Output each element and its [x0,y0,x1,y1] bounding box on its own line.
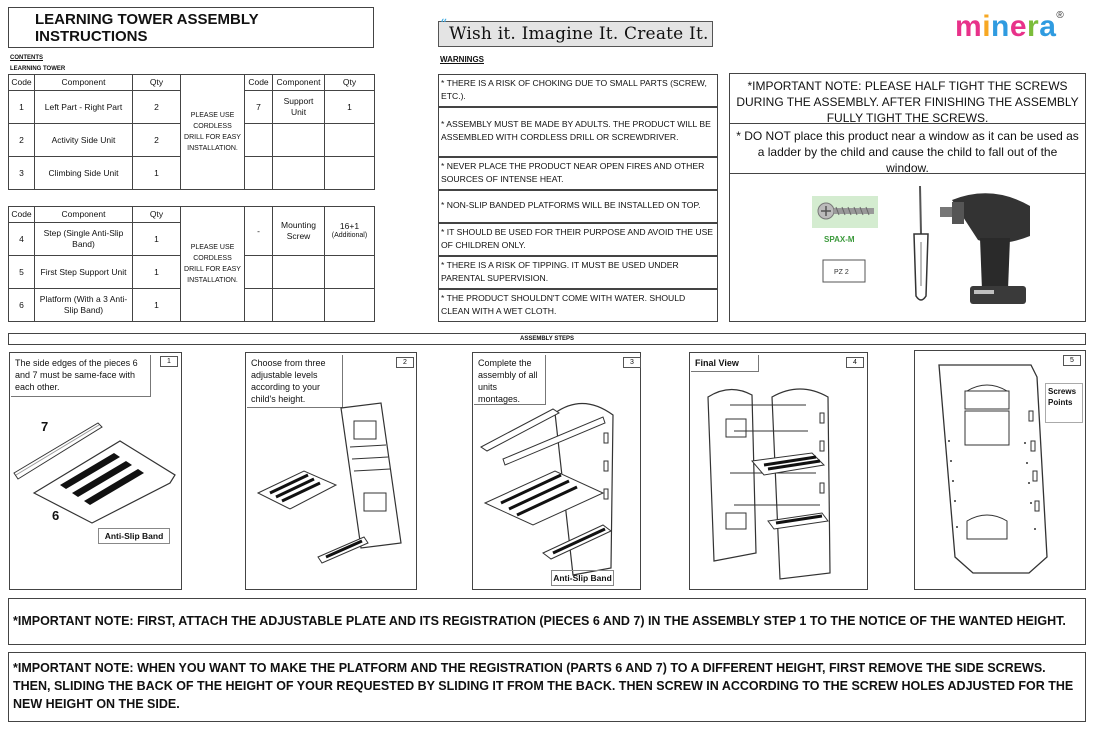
header-qty-right: Qty [325,75,375,91]
step-number: 5 [1063,355,1081,366]
step-panel-2 [245,352,417,590]
row-component: Platform (With a 3 Anti-Slip Band) [35,289,133,322]
warning-item: * THERE IS A RISK OF TIPPING. IT MUST BE USED UNDER PARENTAL SUPERVISION. [438,256,718,289]
warning-item: * NEVER PLACE THE PRODUCT NEAR OPEN FIRES AND OTHER SOURCES OF INTENSE HEAT. [438,157,718,190]
step-number: 4 [846,357,864,368]
header-code: Code [9,75,35,91]
step-panel-1 [9,352,182,590]
warnings-title: WARNINGS [440,55,484,64]
header-code: Code [9,207,35,223]
row-qty: 1 [133,256,181,289]
row-code: 4 [9,223,35,256]
important-note-step1: *IMPORTANT NOTE: FIRST, ATTACH THE ADJUSTABLE PLATE AND ITS REGISTRATION (PIECES 6 AND 7) IN THE ASSEMBLY STEP 1 TO THE NOTICE OF THE WANTED HEIGHT. [8,598,1086,645]
step-number: 3 [623,357,641,368]
row-component: Left Part - Right Part [35,91,133,124]
step1-diagram [10,353,183,591]
row-code-right: - [245,207,273,256]
drill-note: PLEASE USE CORDLESS DRILL FOR EASY INSTALLATION. [181,75,245,190]
drill-note: PLEASE USE CORDLESS DRILL FOR EASY INSTALLATION. [181,207,245,322]
row-component: Climbing Side Unit [35,157,133,190]
components-table-2 [8,206,375,322]
logo-letter: n [991,10,1010,43]
slogan-text: Wish it. Imagine It. Create It. [449,24,709,44]
row-qty: 2 [133,91,181,124]
registered-mark: ® [1056,10,1065,21]
step-text: Complete the assembly of all units montages. [474,355,546,405]
warning-item: * ASSEMBLY MUST BE MADE BY ADULTS. THE PRODUCT WILL BE ASSEMBLED WITH CORDLESS DRILL OR SCREWDRIVER. [438,107,718,157]
row-qty: 1 [133,289,181,322]
important-note-window: * DO NOT place this product near a window as it can be used as a ladder by the child and cause the child to fall out of the window. [730,124,1085,174]
step-text: The side edges of the pieces 6 and 7 must be same-face with each other. [11,355,151,397]
slogan-banner [438,17,713,47]
logo-letter: e [1009,10,1028,43]
cordless-drill-icon [940,193,1030,304]
row-qty-right: 1 [325,91,375,124]
row-code: 6 [9,289,35,322]
logo-letter: a [1039,10,1057,43]
step-text: Choose from three adjustable levels according to your child's height. [247,355,343,408]
step-panel-3 [472,352,641,590]
header-component: Component [35,207,133,223]
header-qty: Qty [133,75,181,91]
contents-label: CONTENTS [10,55,43,61]
screw-icon [812,196,878,228]
row-component: Activity Side Unit [35,124,133,157]
step-text: Final View [691,355,759,372]
warning-item: * NON-SLIP BANDED PLATFORMS WILL BE INSTALLED ON TOP. [438,190,718,223]
step-number: 1 [160,356,178,367]
part-label-6: 6 [52,508,60,523]
header-component-right: Component [273,75,325,91]
quote-mark: “ [440,17,448,33]
row-code: 1 [9,91,35,124]
assembly-steps-bar [8,333,1086,345]
important-note-tighten: *IMPORTANT NOTE: PLEASE HALF TIGHT THE SCREWS DURING THE ASSEMBLY. AFTER FINISHING THE ASSEMBLY FULLY TIGHT THE SCREWS. [730,74,1085,124]
document-title: LEARNING TOWER ASSEMBLY INSTRUCTIONS [8,7,374,48]
row-qty: 2 [133,124,181,157]
product-subtitle: LEARNING TOWER [10,66,66,72]
step-panel-5 [914,350,1086,590]
step5-diagram [915,351,1087,591]
anti-slip-band-caption: Anti-Slip Band [98,528,170,544]
screw-qty: 16+1 [339,221,360,231]
step4-diagram [690,353,869,591]
screw-brand: SPAX-M [824,235,855,244]
logo-letter: r [1027,10,1040,43]
header-code-right: Code [245,75,273,91]
part-label-7: 7 [41,419,49,434]
step3-diagram [473,353,642,591]
header-component: Component [35,75,133,91]
header-qty: Qty [133,207,181,223]
step2-diagram [246,353,418,591]
row-component-right: Support Unit [273,91,325,124]
row-code-right: 7 [245,91,273,124]
row-component: Step (Single Anti-Slip Band) [35,223,133,256]
anti-slip-band-caption: Anti-Slip Band [551,570,614,586]
row-component: First Step Support Unit [35,256,133,289]
row-code: 3 [9,157,35,190]
row-code: 5 [9,256,35,289]
row-code: 2 [9,124,35,157]
screw-qty-note: (Additional) [331,232,368,239]
logo-letter: i [982,10,992,43]
tools-illustration [730,174,1087,323]
warning-item: * THERE IS A RISK OF CHOKING DUE TO SMALL PARTS (SCREW, ETC.). [438,74,718,107]
row-qty: 1 [133,157,181,190]
warning-item: * IT SHOULD BE USED FOR THEIR PURPOSE AND AVOID THE USE OF CHILDREN ONLY. [438,223,718,256]
step-panel-4 [689,352,868,590]
important-panel [729,73,1086,322]
minera-logo [955,10,1064,44]
row-qty-right [325,207,375,256]
logo-letter: m [955,10,983,43]
warning-item: * THE PRODUCT SHOULDN'T COME WITH WATER. SHOULD CLEAN WITH A WET CLOTH. [438,289,718,322]
components-table-1 [8,74,375,190]
assembly-steps-title: ASSEMBLY STEPS [519,336,575,342]
row-component-right: Mounting Screw [273,207,325,256]
important-note-height-change: *IMPORTANT NOTE: WHEN YOU WANT TO MAKE THE PLATFORM AND THE REGISTRATION (PARTS 6 AND 7) TO A DIFFERENT HEIGHT, FIRST REMOVE THE SIDE SCREWS. THEN, SLIDING THE BACK OF THE HEIGHT OF YOUR REQUESTED BY SLIDING IT FROM THE BACK. THEN SCREW IN ACCORDING TO THE SCREW HOLES ADJUSTED FOR THE NEW HEIGHT ON THE SIDE. [8,652,1086,722]
step-number: 2 [396,357,414,368]
screw-code: PZ 2 [834,269,849,276]
step-text: Screws Points [1045,383,1083,423]
row-qty: 1 [133,223,181,256]
screwdriver-icon [914,186,928,300]
